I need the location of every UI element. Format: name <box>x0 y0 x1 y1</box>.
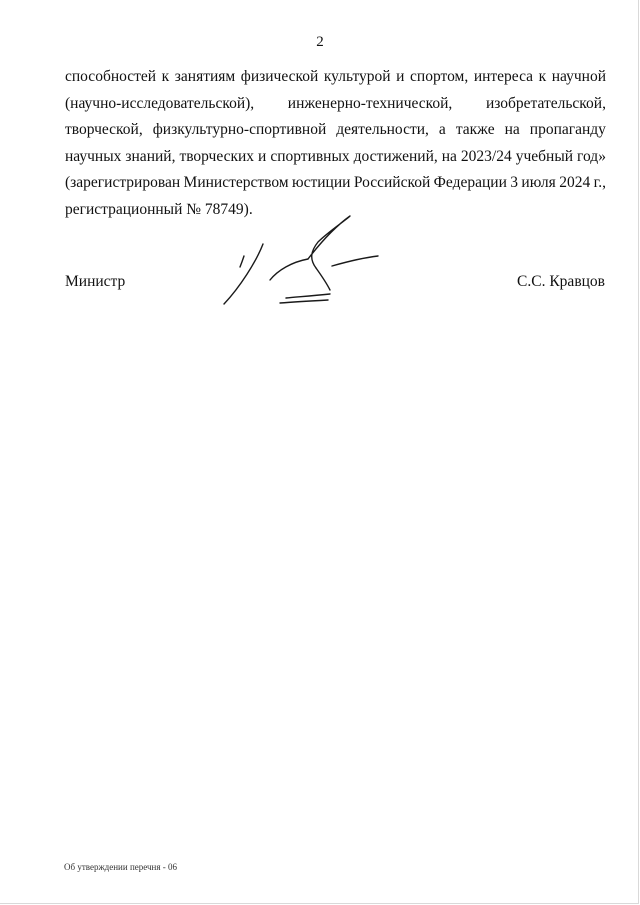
word: способностей <box>65 68 157 85</box>
word: достижений, <box>353 147 438 165</box>
word: научных <box>65 147 122 165</box>
word: к <box>538 68 547 85</box>
word: (зарегистрирован <box>65 174 181 192</box>
word: инженерно-технической, <box>287 94 453 112</box>
word: пропаганду <box>529 121 606 139</box>
word: физической <box>240 68 319 85</box>
word: изобретательской, <box>485 94 606 112</box>
word: на <box>441 147 457 165</box>
word: на <box>504 121 520 139</box>
word: к <box>161 68 170 85</box>
word: (научно-исследовательской), <box>65 94 255 112</box>
word: культурой <box>323 68 391 85</box>
body-paragraph <box>65 64 606 224</box>
word: г., <box>593 174 606 192</box>
word: 2024 <box>559 174 591 192</box>
footer-note: Об утверждении перечня - 06 <box>64 862 178 872</box>
word: 3 <box>510 174 519 192</box>
word: интереса <box>473 68 534 85</box>
word: деятельности, <box>336 121 429 139</box>
text-line-1 <box>65 64 606 91</box>
word: год» <box>577 147 606 165</box>
text-line-3 <box>65 117 606 144</box>
text-line-6: регистрационный № 78749). <box>65 200 253 218</box>
word: и <box>396 68 405 85</box>
signatory-name: С.С. Кравцов <box>517 273 605 290</box>
word: научной <box>551 68 606 85</box>
word: творческой, <box>65 121 143 139</box>
text-line-4 <box>65 144 606 171</box>
word: творческих <box>179 147 255 165</box>
page-number: 2 <box>316 34 324 50</box>
word: спортом, <box>410 68 469 85</box>
word: спортивных <box>270 147 350 165</box>
word: июля <box>521 174 556 192</box>
word: также <box>455 121 495 139</box>
text-line-2 <box>65 91 606 118</box>
word: Федерации <box>433 174 507 192</box>
word: учебный <box>515 147 574 165</box>
word: Министерством <box>183 174 289 192</box>
word: знаний, <box>125 147 176 165</box>
word: юстиции <box>292 174 351 192</box>
word: Российской <box>353 174 431 192</box>
text-line-5 <box>65 170 606 197</box>
word: и <box>258 147 267 165</box>
word: физкультурно-спортивной <box>152 121 327 139</box>
word: 2023/24 <box>460 147 512 165</box>
handwritten-signature <box>218 212 388 312</box>
signatory-title: Министр <box>65 273 126 290</box>
word: занятиям <box>174 68 236 85</box>
word: а <box>438 121 446 139</box>
